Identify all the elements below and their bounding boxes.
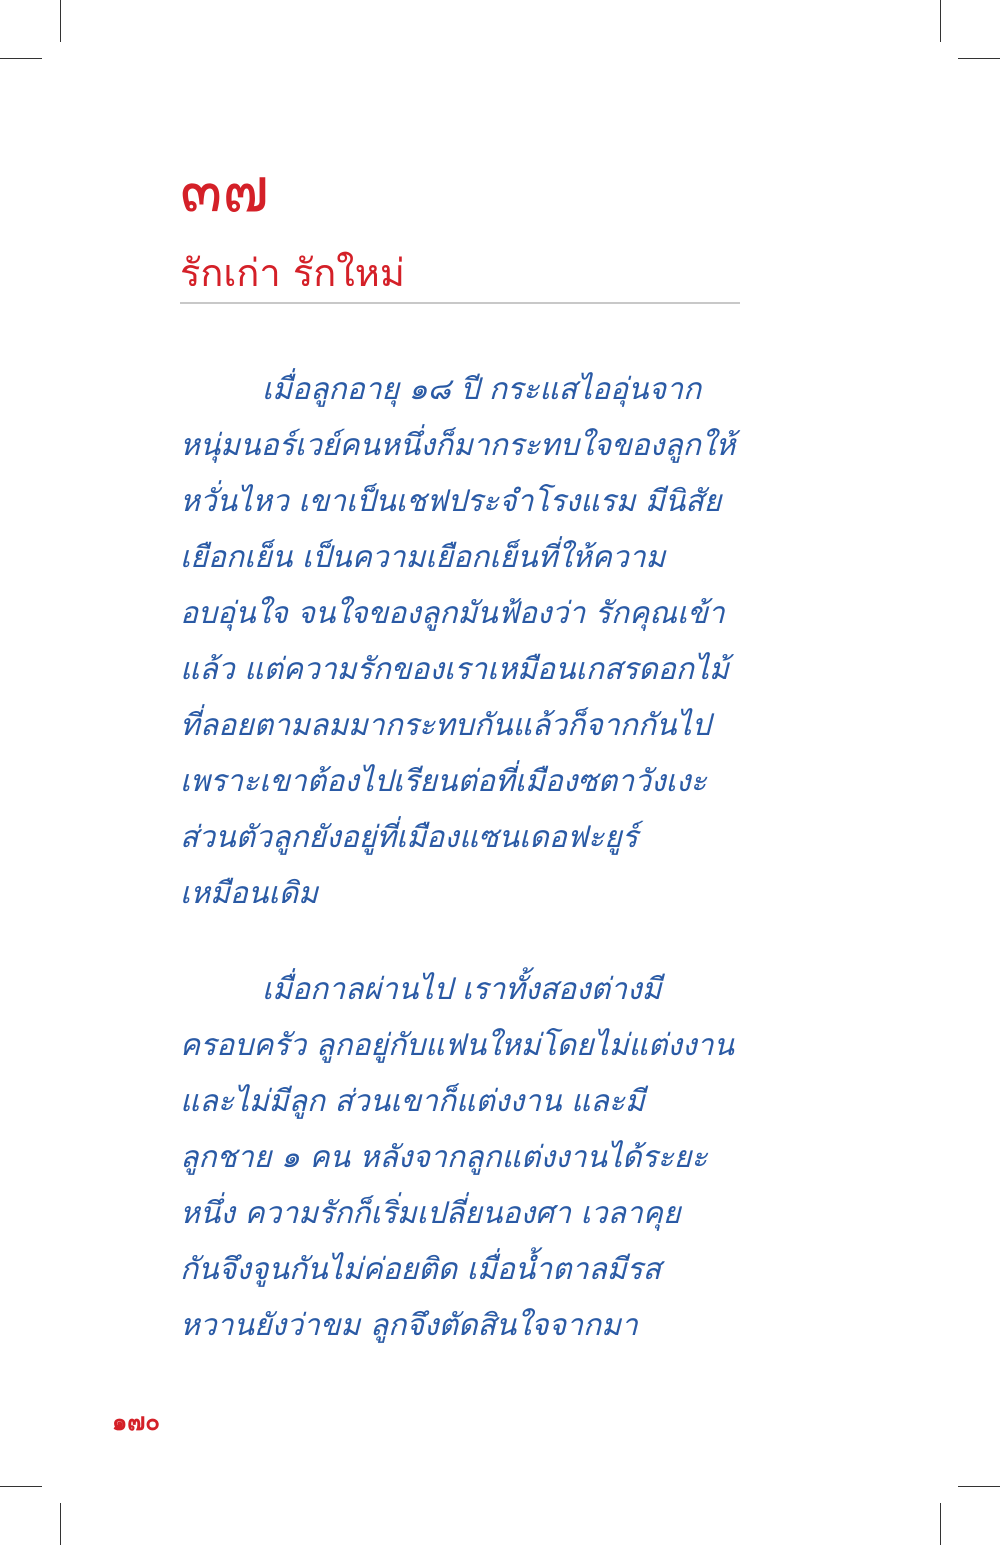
text-line: อบอุ่นใจ จนใจของลูกมันฟ้องว่า รักคุณเข้า (180, 596, 725, 631)
text-line: ที่ลอยตามลมมากระทบกันแล้วก็จากกันไป (180, 708, 711, 743)
page-number: ๑๗๐ (112, 1408, 160, 1436)
text-line: และไม่มีลูก ส่วนเขาก็แต่งงาน และมี (180, 1084, 645, 1119)
crop-mark (940, 1503, 941, 1545)
paragraph (180, 962, 750, 1354)
crop-mark (0, 1486, 42, 1487)
crop-mark (60, 0, 61, 42)
crop-mark (958, 58, 1000, 59)
text-line: ครอบครัว ลูกอยู่กับแฟนใหม่โดยไม่แต่งงาน (180, 1028, 734, 1063)
text-line: ส่วนตัวลูกยังอยู่ที่เมืองแซนเดอฟะยูร์ (180, 820, 638, 855)
crop-mark (60, 1503, 61, 1545)
text-line: หนึ่ง ความรักก็เริ่มเปลี่ยนองศา เวลาคุย (180, 1196, 681, 1231)
text-line: แล้ว แต่ความรักของเราเหมือนเกสรดอกไม้ (180, 652, 729, 687)
text-line: หวานยังว่าขม ลูกจึงตัดสินใจจากมา (180, 1308, 638, 1343)
text-line: เมื่อลูกอายุ ๑๘ ปี กระแสไออุ่นจาก (262, 372, 702, 407)
text-line: เหมือนเดิม (180, 876, 318, 911)
body-text (180, 362, 750, 1354)
crop-mark (0, 58, 42, 59)
crop-mark (958, 1486, 1000, 1487)
crop-mark (940, 0, 941, 42)
paragraph (180, 362, 750, 922)
chapter-title: รักเก่า รักใหม่ (180, 251, 405, 295)
title-divider (180, 302, 740, 304)
paragraph-gap (180, 922, 750, 962)
text-line: หวั่นไหว เขาเป็นเชฟประจำโรงแรม มีนิสัย (180, 484, 722, 519)
chapter-number: ๓๗ (180, 153, 270, 226)
text-line: เยือกเย็น เป็นความเยือกเย็นที่ให้ความ (180, 540, 666, 575)
text-line: หนุ่มนอร์เวย์คนหนึ่งก็มากระทบใจของลูกให้ (180, 428, 736, 463)
text-line: กันจึงจูนกันไม่ค่อยติด เมื่อน้ำตาลมีรส (180, 1252, 661, 1287)
text-line: เมื่อกาลผ่านไป เราทั้งสองต่างมี (262, 972, 662, 1007)
text-line: ลูกชาย ๑ คน หลังจากลูกแต่งงานได้ระยะ (180, 1140, 708, 1175)
text-line: เพราะเขาต้องไปเรียนต่อที่เมืองซตาวังเงะ (180, 764, 707, 799)
